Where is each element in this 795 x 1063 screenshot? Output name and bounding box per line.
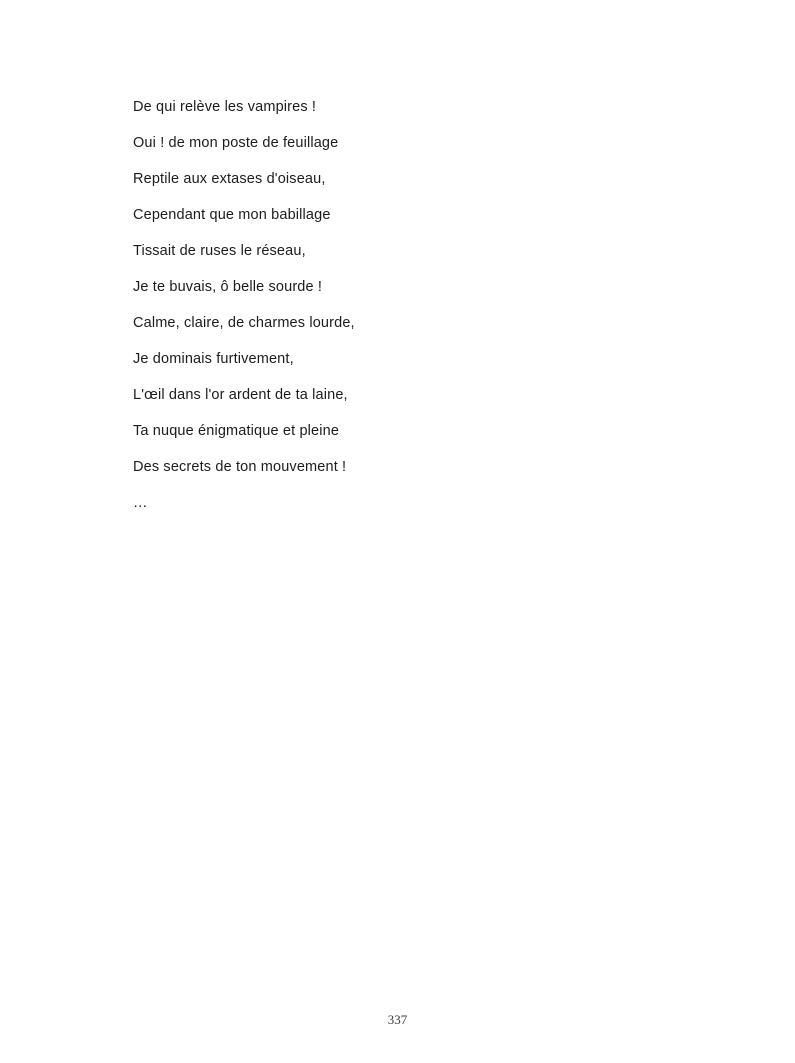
poem-line: Ta nuque énigmatique et pleine [133, 423, 340, 439]
poem-line: Reptile aux extases d'oiseau, [133, 171, 326, 187]
poem-line: Cependant que mon babillage [133, 207, 331, 223]
poem-line: Des secrets de ton mouvement ! [133, 459, 347, 475]
page-number: 337 [387, 1012, 408, 1027]
poem-line: Je dominais furtivement, [133, 351, 294, 367]
poem-line: Oui ! de mon poste de feuillage [133, 135, 339, 151]
poem-line: Je te buvais, ô belle sourde ! [133, 279, 323, 295]
poem-line: Tissait de ruses le réseau, [133, 243, 306, 259]
poem-line: L'œil dans l'or ardent de ta laine, [133, 387, 348, 403]
poem-ellipsis-line: … [133, 495, 148, 511]
page-footer [0, 1011, 795, 1029]
poem-line: De qui relève les vampires ! [133, 99, 317, 115]
poem-line: Calme, claire, de charmes lourde, [133, 315, 355, 331]
poem-block [133, 89, 355, 521]
